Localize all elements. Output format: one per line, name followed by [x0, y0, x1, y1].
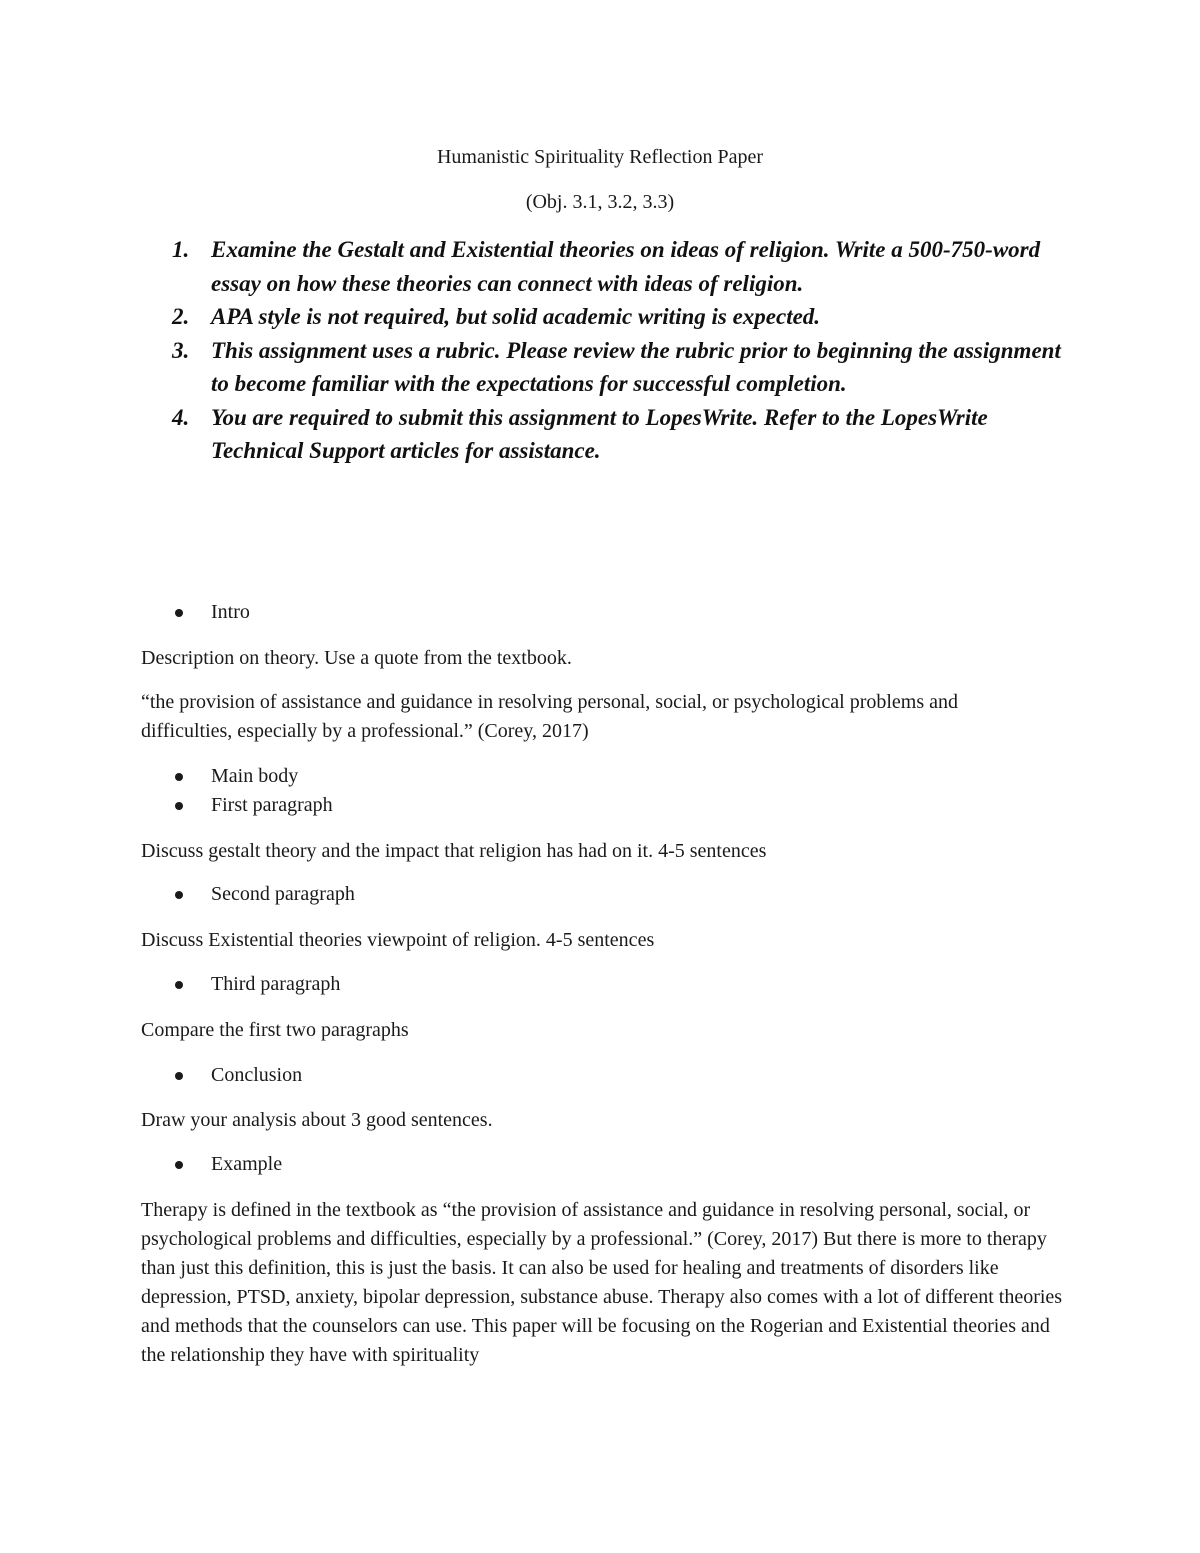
document-objectives: (Obj. 3.1, 3.2, 3.3): [525, 191, 675, 213]
instruction-item: [172, 233, 1072, 300]
conclusion-description: Draw your analysis about 3 good sentences.: [141, 1109, 493, 1131]
instruction-number: 4.: [172, 404, 190, 430]
third-paragraph-description: Compare the first two paragraphs: [141, 1019, 409, 1041]
instruction-text: This assignment uses a rubric. Please review the rubric prior to beginning the assignment to become familiar with the expectations for successful completion.: [211, 337, 1061, 396]
bullet-label: First paragraph: [211, 794, 333, 816]
bullet-dot-icon: [175, 802, 183, 810]
instruction-number: 3.: [172, 337, 190, 363]
bullet-dot-icon: [175, 773, 183, 781]
second-paragraph-description: Discuss Existential theories viewpoint of religion. 4-5 sentences: [141, 929, 655, 951]
document-title: Humanistic Spirituality Reflection Paper: [436, 146, 764, 168]
instructions-list: [172, 233, 1072, 468]
intro-quote: “the provision of assistance and guidance in resolving personal, social, or psychological problems and difficulties, especially by a professional.” (Corey, 2017): [141, 691, 959, 742]
bullet-label: Example: [211, 1153, 283, 1175]
instruction-item: [172, 334, 1072, 401]
instruction-item: [172, 401, 1072, 468]
bullet-dot-icon: [175, 1072, 183, 1080]
bullet-dot-icon: [175, 1161, 183, 1169]
instruction-text: Examine the Gestalt and Existential theories on ideas of religion. Write a 500-750-word essay on how these theories can connect with ideas of religion.: [211, 237, 1041, 296]
bullet-label: Main body: [211, 765, 299, 787]
instruction-item: [172, 300, 1072, 334]
bullet-label: Second paragraph: [211, 883, 355, 905]
instruction-number: 2.: [172, 304, 190, 329]
bullet-label: Third paragraph: [211, 973, 341, 995]
instruction-text: You are required to submit this assignment to LopesWrite. Refer to the LopesWrite Technical Support articles for assistance.: [211, 404, 988, 463]
bullet-label: Conclusion: [211, 1064, 303, 1086]
bullet-dot-icon: [175, 981, 183, 989]
instruction-text: APA style is not required, but solid academic writing is expected.: [211, 304, 821, 329]
bullet-dot-icon: [175, 609, 183, 617]
intro-description: Description on theory. Use a quote from the textbook.: [141, 647, 572, 669]
bullet-dot-icon: [175, 891, 183, 899]
first-paragraph-description: Discuss gestalt theory and the impact that religion has had on it. 4-5 sentences: [141, 840, 767, 862]
instruction-number: 1.: [172, 237, 190, 262]
bullet-label: Intro: [211, 601, 250, 623]
example-paragraph: Therapy is defined in the textbook as “the provision of assistance and guidance in resolving personal, social, or psychological problems and difficulties, especially by a professional.” (Corey, 2017) But there is more to therapy than just this definition, this is just the basis. It can also be used for healing and treatments of disorders like depression, PTSD, anxiety, bipolar depression, substance abuse. Therapy also comes with a lot of different theories and methods that the counselors can use. This paper will be focusing on the Rogerian and Existential theories and the relationship they have with spirituality: [141, 1199, 1063, 1366]
